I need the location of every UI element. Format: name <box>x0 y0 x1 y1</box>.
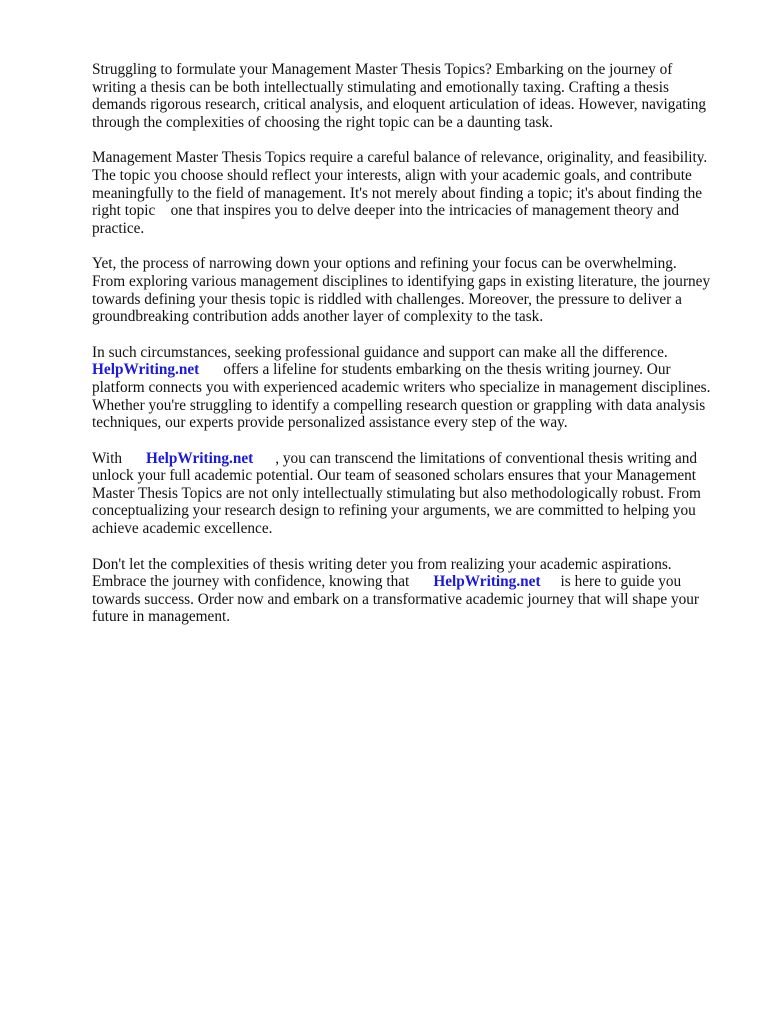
text-line: through the complexities of choosing the right topic can be a daunting task. <box>92 113 553 131</box>
paragraph-intro <box>92 61 732 131</box>
text-line: In such circumstances, seeking professional guidance and support can make all the difference. <box>92 343 668 361</box>
text-line: platform connects you with experienced academic writers who specialize in management disciplines. <box>92 378 711 396</box>
paragraph-narrowing <box>92 255 732 325</box>
text-line: right topic one that inspires you to delve deeper into the intricacies of management theory and <box>92 202 680 220</box>
text-line <box>92 361 732 379</box>
text-line: conceptualizing your research design to refining your arguments, we are committed to helping you <box>92 502 696 520</box>
paragraph-with-helpwriting <box>92 450 732 538</box>
text-line: towards defining your thesis topic is riddled with challenges. Moreover, the pressure to deliver a <box>92 290 682 308</box>
paragraph-guidance <box>92 344 732 432</box>
text-line: Yet, the process of narrowing down your options and refining your focus can be overwhelming. <box>92 255 677 273</box>
text-line: unlock your full academic potential. Our team of seasoned scholars ensures that your Management <box>92 467 697 485</box>
document-body <box>92 61 732 644</box>
helpwriting-link[interactable]: HelpWriting.net <box>433 573 541 591</box>
helpwriting-link[interactable]: HelpWriting.net <box>92 361 200 379</box>
text-line: towards success. Order now and embark on a transformative academic journey that will shape your <box>92 590 699 608</box>
text-line <box>92 573 732 591</box>
text-fragment: offers a lifeline for students embarking on the thesis writing journey. Our <box>223 361 671 379</box>
text-line: Don't let the complexities of thesis writing deter you from realizing your academic aspirations. <box>92 555 672 573</box>
text-line: Struggling to formulate your Management Master Thesis Topics? Embarking on the journey of <box>92 61 673 78</box>
text-fragment: , you can transcend the limitations of conventional thesis writing and <box>275 449 698 467</box>
text-line: achieve academic excellence. <box>92 520 273 538</box>
helpwriting-link[interactable]: HelpWriting.net <box>145 449 254 467</box>
text-line <box>92 450 732 468</box>
text-line: future in management. <box>92 608 231 626</box>
text-line: practice. <box>92 219 145 237</box>
text-line: meaningfully to the field of management. It's not merely about finding a topic; it's about finding the <box>92 184 703 202</box>
text-fragment: is here to guide you <box>560 573 682 591</box>
text-fragment: With <box>92 449 122 467</box>
paragraph-closing <box>92 556 732 626</box>
text-line: Whether you're struggling to identify a compelling research question or grappling with data analysis <box>92 396 706 414</box>
text-fragment: Embrace the journey with confidence, knowing that <box>92 573 410 591</box>
text-line: writing a thesis can be both intellectually stimulating and emotionally taxing. Crafting a thesis <box>92 78 669 96</box>
text-line: From exploring various management disciplines to identifying gaps in existing literature, the journey <box>92 272 711 290</box>
text-line: groundbreaking contribution adds another layer of complexity to the task. <box>92 308 544 326</box>
text-line: techniques, our experts provide personalized assistance every step of the way. <box>92 414 568 432</box>
text-line: Management Master Thesis Topics require a careful balance of relevance, originality, and feasibility. <box>92 149 708 167</box>
text-line: demands rigorous research, critical analysis, and eloquent articulation of ideas. However, navigating <box>92 96 707 114</box>
text-line: The topic you choose should reflect your interests, align with your academic goals, and contribute <box>92 166 692 184</box>
text-line: Master Thesis Topics are not only intellectually stimulating but also methodologically robust. From <box>92 484 701 502</box>
paragraph-topic-balance <box>92 149 732 237</box>
